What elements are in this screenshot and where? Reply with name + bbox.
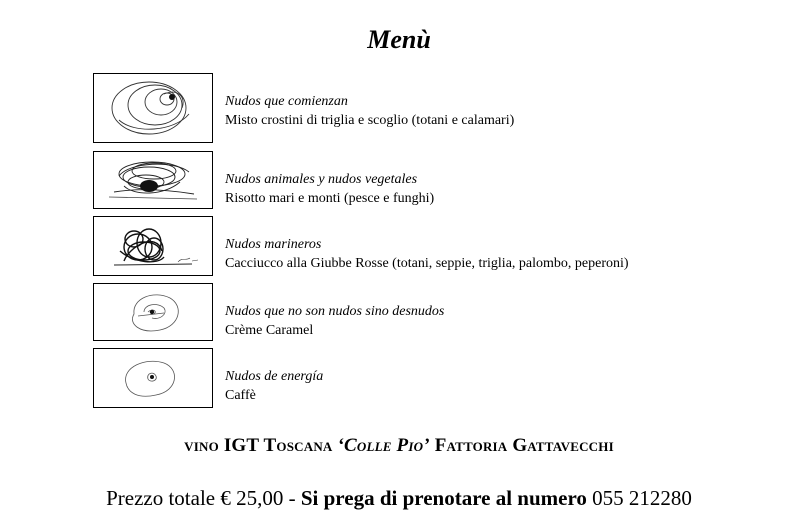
course-name: Nudos marineros: [225, 237, 322, 252]
course-item: [93, 216, 733, 276]
course-dish: Caffè: [225, 388, 256, 403]
spiral-knot-sketch-icon: [93, 73, 213, 143]
wine-producer: Fattoria Gattavecchi: [429, 435, 614, 456]
course-name: Nudos animales y nudos vegetales: [225, 172, 418, 187]
course-item: [93, 151, 733, 211]
tangled-loop-sketch-icon: [93, 151, 213, 209]
wine-prefix: vino IGT Toscana: [184, 435, 338, 456]
course-dish: Crème Caramel: [225, 323, 314, 338]
course-name: Nudos de energía: [225, 369, 324, 384]
phone-number: 055 212280: [586, 486, 692, 510]
loose-loop-sketch-icon: [93, 283, 213, 341]
dense-knot-sketch-icon: [93, 216, 213, 276]
course-name: Nudos que comienzan: [225, 94, 348, 109]
menu-title: Menù: [367, 25, 431, 54]
price-booking-line: [0, 484, 798, 512]
course-name: Nudos que no son nudos sino desnudos: [225, 304, 445, 319]
wine-line: [0, 434, 798, 458]
course-item: [93, 348, 733, 408]
booking-text: Si prega di prenotare al numero: [300, 486, 587, 510]
wine-name: ‘Colle Pio’: [337, 435, 430, 456]
course-item: [93, 283, 733, 343]
price-label: Prezzo totale € 25,00 -: [106, 486, 301, 510]
course-dish: Cacciucco alla Giubbe Rosse (totani, seppie, triglia, palombo, peperoni): [225, 256, 629, 271]
course-dish: Risotto mari e monti (pesce e funghi): [225, 191, 435, 206]
course-dish: Misto crostini di triglia e scoglio (totani e calamari): [225, 113, 515, 128]
course-item: [93, 73, 733, 133]
simple-loop-sketch-icon: [93, 348, 213, 408]
